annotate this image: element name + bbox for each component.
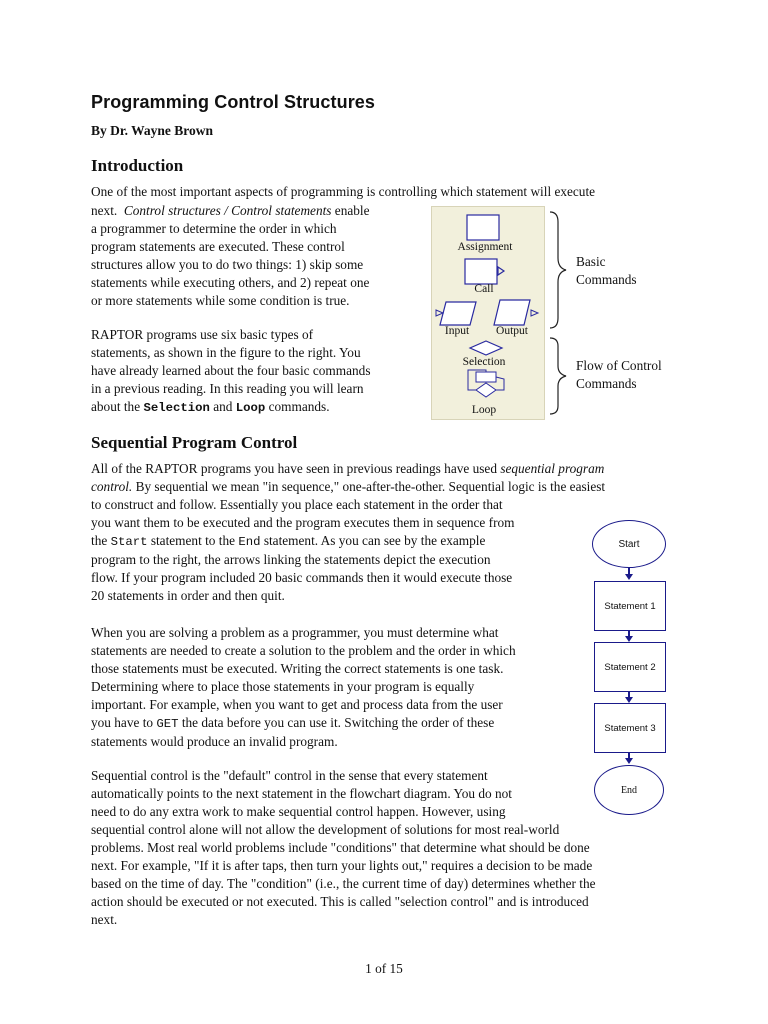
- intro-line: a programmer to determine the order in which: [91, 221, 337, 236]
- basic-commands-brace: [548, 210, 572, 330]
- loop-exit-line: [496, 377, 504, 390]
- selection-symbol: [470, 341, 502, 355]
- flowchart-statement-2: Statement 2: [594, 642, 666, 692]
- seq-line: automatically points to the next statement in the flowchart diagram. You do not: [91, 786, 512, 801]
- seq-line: next.: [91, 912, 118, 927]
- raptor-symbols-figure: [431, 206, 545, 420]
- seq-line: When you are solving a problem as a programmer, you must determine what: [91, 625, 499, 640]
- intro-line: in a previous reading. In this reading you will learn: [91, 381, 364, 396]
- seq-line: Determining where to place those statements in your program is equally: [91, 679, 475, 694]
- flow-line: Commands: [576, 376, 637, 391]
- flowchart-statement-3: Statement 3: [594, 703, 666, 753]
- seq-line: statements would produce an invalid program.: [91, 734, 338, 749]
- intro-enable: enable: [334, 203, 370, 218]
- intro-line: [91, 202, 411, 220]
- sequential-paragraph-2: [91, 624, 577, 751]
- seq-line: Sequential control is the "default" control in the sense that every statement: [91, 768, 488, 783]
- seq-line: next. For example, "If it is after taps, then turn your lights out," requires a decision to be made: [91, 858, 593, 873]
- basic-line: Commands: [576, 272, 637, 287]
- assignment-symbol: [467, 215, 499, 240]
- italic-text: control.: [91, 479, 133, 494]
- seq-line: you want them to be executed and the program executes them in sequence from: [91, 515, 515, 530]
- sequential-heading: Sequential Program Control: [91, 433, 298, 452]
- intro-paragraph-2: [91, 326, 411, 417]
- text: about the: [91, 399, 141, 414]
- intro-line: structures allow you to do two things: 1) skip some: [91, 257, 364, 272]
- sequential-paragraph-3-top: [91, 767, 577, 821]
- loop-symbol-box: [476, 372, 496, 382]
- text: commands.: [268, 399, 330, 414]
- flow-control-brace: [548, 336, 572, 416]
- seq-line: important. For example, when you want to get and process data from the user: [91, 697, 503, 712]
- text: the data before you can use it. Switching the order of these: [181, 715, 495, 730]
- input-label: Input: [444, 325, 470, 337]
- call-label: Call: [474, 283, 494, 295]
- intro-line: statements while executing others, and 2) repeat one: [91, 275, 370, 290]
- sequential-paragraph-3-body: [91, 821, 677, 929]
- intro-next: next.: [91, 203, 118, 218]
- assignment-label: Assignment: [457, 241, 513, 253]
- intro-line: RAPTOR programs use six basic types of: [91, 327, 314, 342]
- intro-paragraph-1: [91, 202, 411, 310]
- intro-line: statements, as shown in the figure to the right. You: [91, 345, 361, 360]
- call-symbol: [465, 259, 497, 284]
- input-symbol: [440, 302, 476, 325]
- flow-line: Flow of Control: [576, 358, 662, 373]
- intro-italic: Control structures / Control statements: [123, 203, 332, 218]
- loop-keyword: Loop: [235, 401, 266, 415]
- arrowhead-icon: [625, 574, 633, 580]
- seq-line: [91, 478, 677, 496]
- input-arrow-icon: [436, 310, 443, 316]
- output-label: Output: [496, 325, 528, 337]
- seq-line: those statements must be executed. Writing the correct statements is one task.: [91, 661, 504, 676]
- page-number: 1 of 15: [365, 961, 403, 976]
- basic-line: Basic: [576, 254, 606, 269]
- loop-label: Loop: [471, 404, 497, 416]
- intro-line: have already learned about the four basic commands: [91, 363, 371, 378]
- seq-line: [91, 532, 577, 551]
- text: the: [91, 533, 108, 548]
- start-keyword: Start: [110, 535, 148, 549]
- call-arrow-icon: [498, 267, 504, 275]
- seq-line: problems. Most real world problems include "conditions" that determine what should be done: [91, 840, 590, 855]
- seq-line: [91, 714, 577, 733]
- text: you have to: [91, 715, 154, 730]
- raptor-symbols-svg: [432, 207, 544, 419]
- seq-line: need to do any extra work to make sequential control happen. However, using: [91, 804, 506, 819]
- seq-line: [91, 460, 677, 478]
- page-title: Programming Control Structures: [91, 92, 376, 112]
- italic-text: sequential program: [500, 461, 605, 476]
- text: statement. As you can see by the example: [263, 533, 486, 548]
- seq-line: statements are needed to create a solution to the problem and the order in which: [91, 643, 516, 658]
- seq-line: 20 statements in order and then quit.: [91, 588, 285, 603]
- end-keyword: End: [238, 535, 261, 549]
- output-arrow-icon: [531, 310, 538, 316]
- intro-line: program statements are executed. These control: [91, 239, 345, 254]
- text: and: [213, 399, 233, 414]
- flowchart-start: Start: [592, 520, 666, 568]
- intro-line: [91, 398, 411, 417]
- seq-line: program to the right, the arrows linking the statements depict the execution: [91, 552, 491, 567]
- seq-line: based on the time of day. The "condition" (i.e., the current time of day) determines whether the: [91, 876, 596, 891]
- flowchart-statement-1: Statement 1: [594, 581, 666, 631]
- seq-line: sequential control alone will not allow the development of solutions for most real-world: [91, 822, 560, 837]
- intro-line: or more statements while some condition is true.: [91, 293, 350, 308]
- basic-commands-label: [576, 253, 637, 289]
- author-line: By Dr. Wayne Brown: [91, 123, 214, 138]
- flowchart-end: End: [594, 765, 664, 815]
- arrowhead-icon: [625, 758, 633, 764]
- text: By sequential we mean "in sequence," one-after-the-other. Sequential logic is the easiest: [135, 479, 606, 494]
- selection-keyword: Selection: [143, 401, 210, 415]
- intro-heading: Introduction: [91, 156, 184, 175]
- selection-label: Selection: [462, 356, 506, 368]
- sequential-paragraph-1-body: [91, 496, 577, 605]
- sequential-paragraph-1-top: [91, 460, 677, 496]
- loop-symbol-diamond: [476, 383, 496, 397]
- text: All of the RAPTOR programs you have seen in previous readings have used: [91, 461, 497, 476]
- text: statement to the: [150, 533, 236, 548]
- flow-control-label: [576, 357, 662, 393]
- get-keyword: GET: [156, 717, 179, 731]
- output-symbol: [494, 300, 530, 325]
- seq-line: to construct and follow. Essentially you place each statement in the order that: [91, 497, 503, 512]
- intro-line: One of the most important aspects of programming is controlling which statement will execute: [91, 184, 596, 199]
- seq-line: action should be executed or not executed. This is called "selection control" and is introduced: [91, 894, 589, 909]
- intro-paragraph-first-line: [91, 183, 677, 201]
- seq-line: flow. If your program included 20 basic commands then it would execute those: [91, 570, 513, 585]
